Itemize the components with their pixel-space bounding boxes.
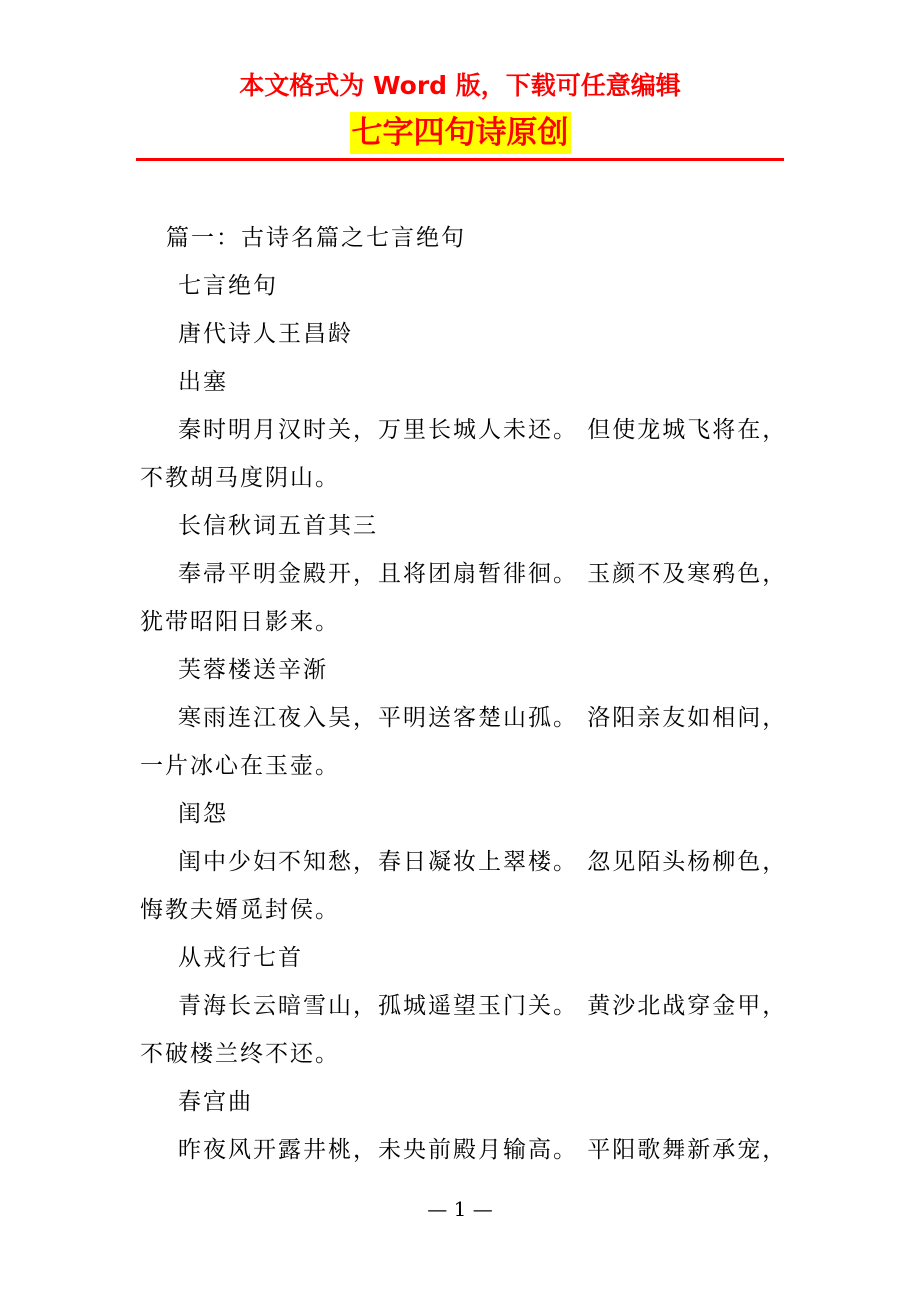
- poem-line: 昨夜风开露井桃，未央前殿月输高。 平阳歌舞新承宠，: [178, 1137, 788, 1163]
- poem-line: 秦时明月汉时关，万里长城人未还。 但使龙城飞将在，: [178, 417, 788, 443]
- poem-title: 闺怨: [178, 801, 228, 827]
- poem-line-continuation: 一片冰心在玉壶。: [140, 753, 340, 779]
- page-number: — 1 —: [427, 1197, 493, 1221]
- section-heading: 篇一：古诗名篇之七言绝句: [166, 225, 466, 251]
- poem-title: 出塞: [178, 369, 228, 395]
- poem-line-continuation: 不教胡马度阴山。: [140, 465, 340, 491]
- poem-line-continuation: 犹带昭阳日影来。: [140, 609, 340, 635]
- poem-line: 奉帚平明金殿开，且将团扇暂徘徊。 玉颜不及寒鸦色，: [178, 561, 788, 587]
- poem-line-continuation: 不破楼兰终不还。: [140, 1041, 340, 1067]
- format-notice: 本文格式为 Word 版，下载可任意编辑: [239, 71, 681, 100]
- poem-line: 青海长云暗雪山，孤城遥望玉门关。 黄沙北战穿金甲，: [178, 993, 788, 1019]
- document-title: 七字四句诗原创: [350, 112, 571, 154]
- poem-line: 闺中少妇不知愁，春日凝妆上翠楼。 忽见陌头杨柳色，: [178, 849, 788, 875]
- poem-title: 春宫曲: [178, 1089, 253, 1115]
- poem-line: 寒雨连江夜入吴，平明送客楚山孤。 洛阳亲友如相问，: [178, 705, 788, 731]
- document-body: [140, 214, 802, 1174]
- poem-title: 芙蓉楼送辛渐: [178, 657, 328, 683]
- author-line: 唐代诗人王昌龄: [178, 321, 353, 347]
- title-divider: [136, 158, 784, 161]
- title-wrapper: [0, 112, 920, 154]
- poem-line-continuation: 悔教夫婿觅封侯。: [140, 897, 340, 923]
- subheading: 七言绝句: [178, 273, 278, 299]
- poem-title: 长信秋词五首其三: [178, 513, 378, 539]
- poem-title: 从戎行七首: [178, 945, 303, 971]
